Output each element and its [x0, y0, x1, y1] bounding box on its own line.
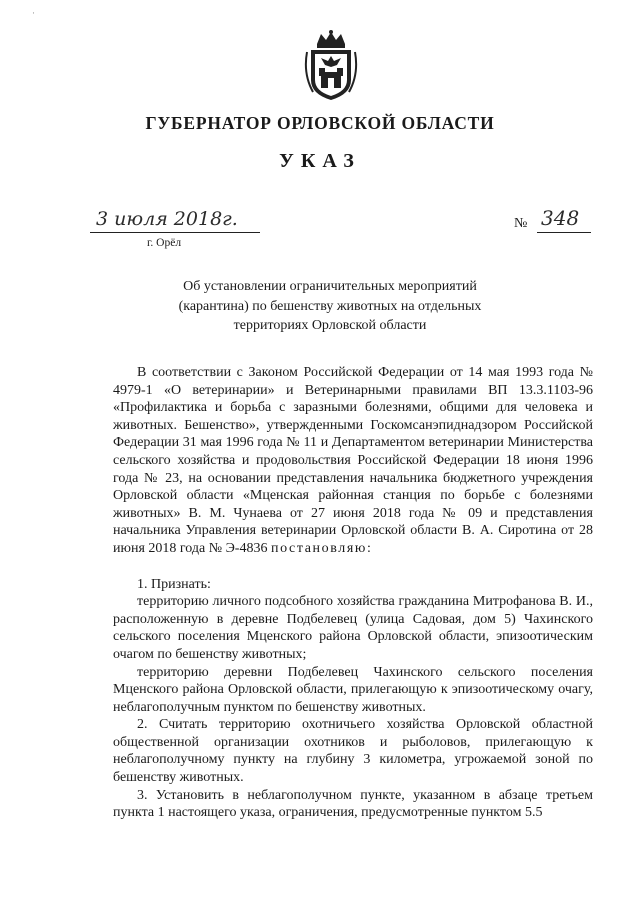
- item-1-paragraph-a: территорию личного подсобного хозяйства гражданина Митрофанова В. И., расположенную в деревне Подбелевец (улица Садовая, дом 5) Чахинского сельского поселения Мценского района Орловской области, эпизоотическим очагом по бешенству животных;: [113, 594, 593, 662]
- decree-title: [130, 277, 530, 336]
- item-1-heading: 1. Признать:: [137, 576, 211, 592]
- city-label: г. Орёл: [147, 237, 182, 249]
- number-label: №: [514, 216, 528, 231]
- handwritten-date: 3 июля 2018г.: [96, 208, 238, 230]
- scan-mark: ·: [32, 8, 35, 18]
- document-type: УКАЗ: [279, 150, 361, 172]
- preamble-text: В соответствии с Законом Российской Федерации от 14 мая 1993 года № 4979-1 «О ветеринарии» и Ветеринарными правилами ВП 13.3.1103-96 «Профилактика и борьба с заразными болезнями, общими для человека и животных. Бешенство», утвержденными Госкомсанэпиднадзором Российской Федерации 31 мая 1996 года № 11 и Департаментом ветеринарии Министерства сельского хозяйства и продовольствия Российской Федерации 18 июня 1996 года № 23, на основании представления начальника бюджетного учреждения Орловской области «Мценская районная станция по борьбе с болезнями животных» В. М. Чунаева от 27 июня 2018 года № 09 и представления начальника Управления ветеринарии Орловской области В. А. Сиротина от 28 июня 2018 года № Э-4836: [113, 365, 593, 556]
- item-1-paragraph-b: территорию деревни Подбелевец Чахинского сельского поселения Мценского района Орловской области, прилегающую к эпизоотическому очагу, неблагополучным пунктом по бешенству животных.: [113, 664, 593, 715]
- title-line: Об установлении ограничительных мероприятий: [183, 279, 477, 294]
- title-line: (карантина) по бешенству животных на отдельных: [178, 298, 482, 314]
- orel-coat-of-arms-icon: [303, 30, 359, 102]
- item-3-paragraph: 3. Установить в неблагополучном пункте, указанном в абзаце третьем пункта 1 настоящего указа, ограничения, предусмотренные пунктом 5.5: [113, 787, 593, 821]
- item-2-paragraph: 2. Считать территорию охотничьего хозяйства Орловской областной общественной организации охотников и рыболовов, прилегающую к неблагополучному пункту на глубину 3 километра, угрожаемой зоной по бешенству животных.: [113, 717, 593, 786]
- handwritten-number: 348: [541, 206, 580, 230]
- decree-body: [113, 364, 593, 822]
- issuing-authority: ГУБЕРНАТОР ОРЛОВСКОЙ ОБЛАСТИ: [145, 113, 495, 133]
- date-field: [90, 208, 260, 233]
- number-field: [537, 206, 591, 233]
- title-line: территориях Орловской области: [233, 318, 427, 333]
- decree-word: постановляю:: [270, 540, 373, 556]
- preamble-paragraph: [113, 364, 593, 558]
